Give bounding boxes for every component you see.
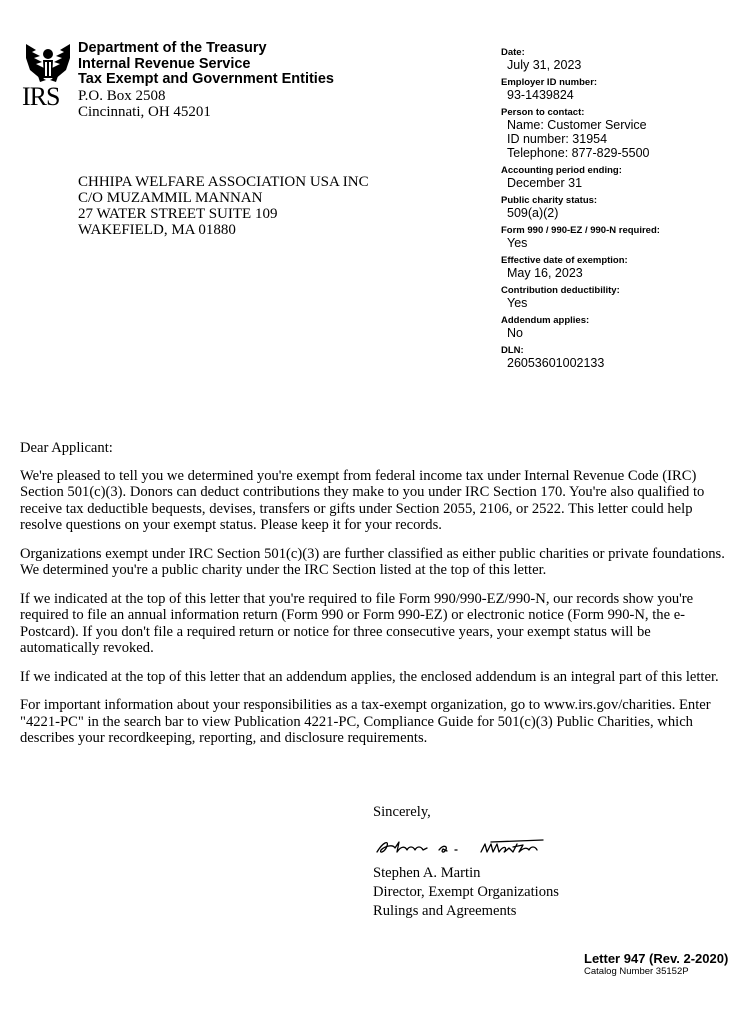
- contact-phone: Telephone: 877-829-5500: [507, 146, 650, 160]
- dln-field: [501, 345, 660, 370]
- recipient-line1: CHHIPA WELFARE ASSOCIATION USA INC: [78, 174, 369, 190]
- dln-value: 26053601002133: [507, 356, 605, 370]
- period-value: December 31: [507, 176, 583, 190]
- irs-logo-text: IRS: [22, 82, 60, 111]
- sender-address-line1: P.O. Box 2508: [78, 87, 166, 104]
- deductibility-label: Contribution deductibility:: [501, 285, 620, 296]
- greeting: Dear Applicant:: [20, 440, 113, 456]
- effective-date-label: Effective date of exemption:: [501, 255, 628, 266]
- deductibility-value: Yes: [507, 296, 528, 310]
- contact-name: Name: Customer Service: [507, 118, 647, 132]
- contact-field: [501, 107, 660, 160]
- recipient-address: [78, 174, 369, 238]
- dept-line3: Tax Exempt and Government Entities: [78, 71, 334, 87]
- paragraph-2: Organizations exempt under IRC Section 501(c)(3) are further classified as either public charities or private foundations. We determined you're a public charity under the IRC Section listed at the top of this letter.: [20, 545, 725, 578]
- contact-id: ID number: 31954: [507, 132, 608, 146]
- letter-body: [20, 440, 732, 759]
- signer-name: Stephen A. Martin: [373, 865, 481, 881]
- period-label: Accounting period ending:: [501, 165, 622, 176]
- ein-label: Employer ID number:: [501, 77, 598, 88]
- contact-label: Person to contact:: [501, 107, 585, 118]
- handwritten-signature: [373, 832, 563, 858]
- dln-label: DLN:: [501, 345, 524, 356]
- date-value: July 31, 2023: [507, 58, 582, 72]
- effective-date-value: May 16, 2023: [507, 266, 583, 280]
- form-required-label: Form 990 / 990-EZ / 990-N required:: [501, 225, 660, 236]
- dept-line1: Department of the Treasury: [78, 40, 267, 56]
- addendum-value: No: [507, 326, 523, 340]
- signer-title1: Director, Exempt Organizations: [373, 884, 559, 900]
- catalog-number: Catalog Number 35152P: [584, 966, 689, 977]
- recipient-line4: WAKEFIELD, MA 01880: [78, 222, 236, 238]
- recipient-line3: 27 WATER STREET SUITE 109: [78, 206, 278, 222]
- effective-date-field: [501, 255, 660, 280]
- charity-status-field: [501, 195, 660, 220]
- addendum-label: Addendum applies:: [501, 315, 590, 326]
- signer-title2: Rulings and Agreements: [373, 903, 517, 919]
- date-field: [501, 47, 660, 72]
- paragraph-3: If we indicated at the top of this letter that you're required to file Form 990/990-EZ/990-N, our records show you're required to file an annual information return (Form 990 or Form 990-EZ) or electronic notice (Form 990-N, the e-Postcard). If you don't file a required return or notice for three consecutive years, your exempt status will be automatically revoked.: [20, 590, 694, 656]
- ein-value: 93-1439824: [507, 88, 574, 102]
- closing: Sincerely,: [373, 804, 431, 820]
- signature-block: [373, 803, 563, 921]
- period-field: [501, 165, 660, 190]
- sender-address-line2: Cincinnati, OH 45201: [78, 103, 211, 120]
- deductibility-field: [501, 285, 660, 310]
- charity-status-value: 509(a)(2): [507, 206, 559, 220]
- paragraph-5: For important information about your responsibilities as a tax-exempt organization, go to www.irs.gov/charities. Enter "4221-PC" in the search bar to view Publication 4221-PC, Compliance Guide for 501(c)(3) Public Charities, which describes your recordkeeping, reporting, and disclosure requirements.: [20, 697, 711, 746]
- letter-footer: [572, 951, 728, 978]
- charity-status-label: Public charity status:: [501, 195, 598, 206]
- ein-field: [501, 77, 660, 102]
- recipient-line2: C/O MUZAMMIL MANNAN: [78, 190, 263, 206]
- paragraph-1: We're pleased to tell you we determined you're exempt from federal income tax under Internal Revenue Code (IRC) Section 501(c)(3). Donors can deduct contributions they make to you under IRC Section 170. You're also qualified to receive tax deductible bequests, devises, transfers or gifts under Section 2055, 2106, or 2522. This letter could help resolve questions on your exempt status. Please keep it for your records.: [20, 467, 705, 533]
- paragraph-4: If we indicated at the top of this letter that an addendum applies, the enclosed addendum is an integral part of this letter.: [20, 668, 719, 685]
- letter-id: Letter 947 (Rev. 2-2020): [584, 951, 729, 966]
- sender-block: [78, 41, 334, 120]
- letter-info-column: [501, 47, 660, 375]
- addendum-field: [501, 315, 660, 340]
- date-label: Date:: [501, 47, 525, 58]
- dept-line2: Internal Revenue Service: [78, 55, 251, 72]
- form-required-field: [501, 225, 660, 250]
- form-required-value: Yes: [507, 236, 528, 250]
